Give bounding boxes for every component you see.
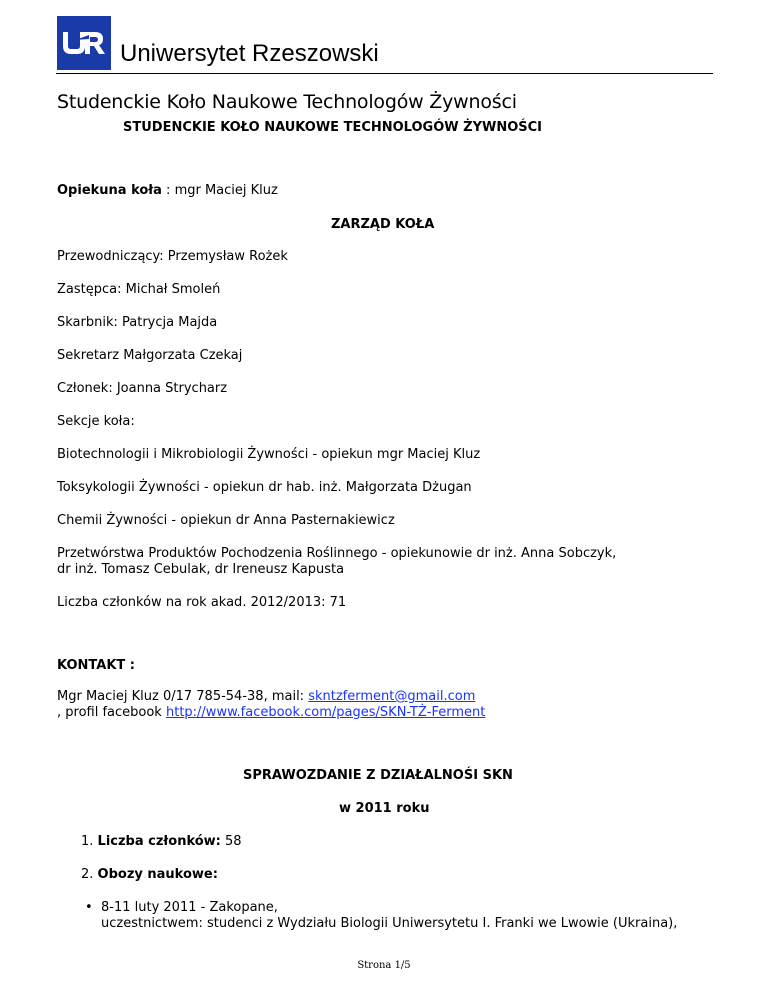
university-logo (57, 16, 111, 70)
page-number: Strona 1/5 (357, 960, 411, 971)
board-secretary: Sekretarz Małgorzata Czekaj (57, 348, 243, 363)
list-label: Liczba członków: (97, 834, 221, 849)
list-item (81, 834, 242, 850)
section-toxicology: Toksykologii Żywności - opiekun dr hab. inż. Małgorzata Dżugan (57, 480, 472, 495)
list-item (81, 867, 218, 883)
board-chair: Przewodniczący: Przemysław Rożek (57, 249, 288, 264)
section-processing-cont: dr inż. Tomasz Cebulak, dr Ireneusz Kapusta (57, 562, 345, 577)
board-treasurer: Skarbnik: Patrycja Majda (57, 315, 218, 330)
board-heading: ZARZĄD KOŁA (331, 217, 435, 232)
board-deputy: Zastępca: Michał Smoleń (57, 282, 221, 297)
section-chemistry: Chemii Żywności - opiekun dr Anna Pasternakiewicz (57, 513, 395, 528)
contact-email-link[interactable]: skntzferment@gmail.com (308, 689, 476, 704)
page-title: Studenckie Koło Naukowe Technologów Żywności (57, 91, 517, 113)
contact-heading: KONTAKT : (57, 658, 136, 673)
title-caps: STUDENCKIE KOŁO NAUKOWE TECHNOLOGÓW ŻYWNOŚCI (123, 120, 542, 135)
facebook-label: , profil facebook (57, 705, 166, 720)
supervisor-label: Opiekuna koła (57, 183, 162, 198)
list-number: 2. (81, 867, 94, 882)
contact-facebook-line (57, 705, 485, 721)
bullet-icon: • (85, 900, 93, 915)
list-value: 58 (220, 834, 242, 849)
university-name: Uniwersytet Rzeszowski (120, 40, 379, 67)
section-biotech: Biotechnologii i Mikrobiologii Żywności - opiekun mgr Maciej Kluz (57, 447, 481, 462)
facebook-link[interactable]: http://www.facebook.com/pages/SKN-TŻ-Ferment (165, 705, 486, 720)
contact-line (57, 689, 475, 705)
sections-heading: Sekcje koła: (57, 414, 135, 429)
members-count: Liczba członków na rok akad. 2012/2013: 71 (57, 595, 347, 610)
camp-date: 8-11 luty 2011 - Zakopane, (101, 900, 278, 915)
supervisor-line (57, 183, 278, 199)
camp-participants: uczestnictwem: studenci z Wydziału Biologii Uniwersytetu I. Franki we Lwowie (Ukraina), (101, 916, 678, 931)
list-label: Obozy naukowe: (97, 867, 218, 882)
report-year: w 2011 roku (339, 801, 430, 816)
supervisor-value: : mgr Maciej Kluz (161, 183, 278, 198)
board-member: Członek: Joanna Strycharz (57, 381, 228, 396)
report-heading: SPRAWOZDANIE Z DZIAŁALNOŚI SKN (243, 768, 513, 783)
contact-phone: Mgr Maciej Kluz 0/17 785-54-38, mail: (57, 689, 309, 704)
header-divider (56, 73, 713, 74)
list-number: 1. (81, 834, 94, 849)
section-processing: Przetwórstwa Produktów Pochodzenia Roślinnego - opiekunowie dr inż. Anna Sobczyk, (57, 546, 617, 561)
